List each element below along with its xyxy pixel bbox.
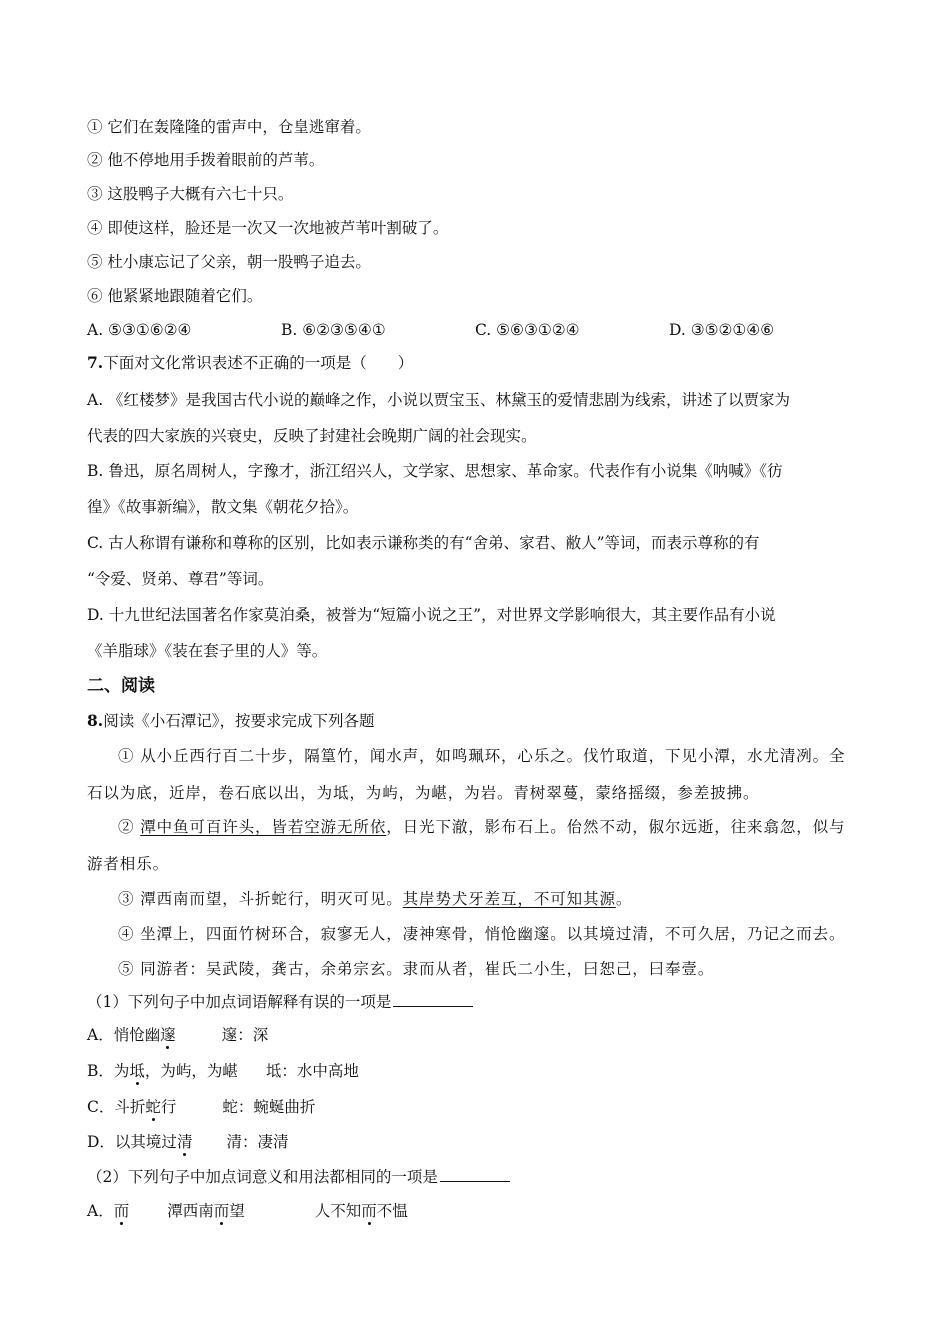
q8-sub1-option-c bbox=[87, 1096, 315, 1118]
passage-paragraph-2-line1 bbox=[118, 816, 845, 838]
dotted-word: 而 bbox=[213, 1202, 230, 1220]
q8-sub2-option-a bbox=[87, 1200, 408, 1222]
q6-option-d: D. ③⑤②①④⑥ bbox=[669, 321, 775, 339]
option-definition: 坻：水中高地 bbox=[265, 1062, 359, 1080]
passage-p2-underlined: 潭中鱼可百许头，皆若空游无所依 bbox=[140, 818, 387, 836]
dotted-word: 而 bbox=[113, 1202, 130, 1220]
option-sentence-2-rest: 不愠 bbox=[376, 1202, 408, 1220]
q8-stem bbox=[87, 710, 374, 732]
passage-p2-prefix: ② bbox=[118, 818, 141, 836]
q6-option-c: C. ⑤⑥③①②④ bbox=[475, 321, 580, 339]
dotted-word: 而 bbox=[361, 1202, 377, 1220]
option-text-rest: 行 bbox=[160, 1098, 177, 1116]
option-sentence-2: 人不知 bbox=[314, 1202, 362, 1220]
q8-sub1-stem-text: （1）下列句子中加点词语解释有误的一项是 bbox=[87, 993, 392, 1011]
option-definition: 清：凄清 bbox=[226, 1133, 289, 1151]
q8-sub1-option-a bbox=[87, 1024, 268, 1046]
passage-p3-rest: 。 bbox=[615, 890, 633, 908]
option-text: C．斗折 bbox=[87, 1098, 146, 1116]
q8-number: 8. bbox=[87, 711, 104, 730]
q7-option-a-line1: A. 《红楼梦》是我国古代小说的巅峰之作，小说以贾宝玉、林黛玉的爱情悲剧为线索，讲述了以贾家为 bbox=[87, 391, 791, 409]
q8-sub1-option-b bbox=[87, 1060, 359, 1082]
q7-option-d-line1: D. 十九世纪法国著名作家莫泊桑，被誉为“短篇小说之王”，对世界文学影响很大，其主要作品有小说 bbox=[87, 606, 776, 624]
q6-sentence-1: ① 它们在轰隆隆的雷声中，仓皇逃窜着。 bbox=[87, 118, 371, 136]
passage-p2-rest: ，日光下澈，影布石上。佁然不动，俶尔远逝，往来翕忽，似与 bbox=[386, 818, 846, 836]
option-definition: 邃：深 bbox=[221, 1026, 269, 1044]
q7-option-c-line2: “令爱、贤弟、尊君”等词。 bbox=[87, 570, 274, 588]
option-definition: 蛇：蜿蜒曲折 bbox=[222, 1098, 316, 1116]
dotted-word: 清 bbox=[176, 1133, 193, 1151]
q6-sentence-3: ③ 这股鸭子大概有六七十只。 bbox=[87, 185, 294, 203]
option-label: A． bbox=[87, 1202, 114, 1220]
q7-option-a-line2: 代表的四大家族的兴衰史，反映了封建社会晚期广阔的社会现实。 bbox=[87, 427, 537, 445]
q6-sentence-2: ② 他不停地用手拨着眼前的芦苇。 bbox=[87, 151, 325, 169]
option-sentence-1: 潭西南 bbox=[167, 1202, 214, 1220]
dotted-word: 蛇 bbox=[145, 1098, 161, 1116]
q8-sub1-stem bbox=[87, 991, 473, 1013]
passage-paragraph-2-line2: 游者相乐。 bbox=[87, 855, 170, 873]
option-text: A．悄怆幽 bbox=[87, 1026, 161, 1044]
q6-sentence-5: ⑤ 杜小康忘记了父亲，朝一股鸭子追去。 bbox=[87, 253, 371, 271]
dotted-word: 邃 bbox=[160, 1026, 176, 1044]
q7-option-b-line1: B. 鲁迅，原名周树人，字豫才，浙江绍兴人，文学家、思想家、革命家。代表作有小说集《呐喊》《彷 bbox=[87, 462, 783, 480]
q7-option-c-line1: C. 古人称谓有谦称和尊称的区别，比如表示谦称类的有“舍弟、家君、敝人”等词，而表示尊称的有 bbox=[87, 534, 760, 552]
answer-blank[interactable] bbox=[393, 992, 473, 1007]
passage-paragraph-1-line2: 石以为底，近岸，卷石底以出，为坻，为屿，为嵁，为岩。青树翠蔓，蒙络摇缀，参差披拂。 bbox=[87, 784, 760, 802]
passage-paragraph-1-line1: ① 从小丘西行百二十步，隔篁竹，闻水声，如鸣珮环，心乐之。伐竹取道，下见小潭，水尤清冽。全 bbox=[118, 747, 846, 765]
passage-paragraph-3 bbox=[118, 888, 632, 910]
option-text: D．以其境过 bbox=[87, 1133, 177, 1151]
q7-stem bbox=[87, 352, 413, 374]
q8-sub2-stem-text: （2）下列句子中加点词意义和用法都相同的一项是 bbox=[87, 1168, 438, 1186]
q6-sentence-6: ⑥ 他紧紧地跟随着它们。 bbox=[87, 287, 263, 305]
section-heading-reading: 二、阅读 bbox=[87, 676, 155, 696]
q7-option-d-line2: 《羊脂球》《装在套子里的人》等。 bbox=[87, 642, 328, 660]
option-sentence-1-rest: 望 bbox=[229, 1202, 245, 1220]
passage-paragraph-5: ⑤ 同游者：吴武陵，龚古，余弟宗玄。隶而从者，崔氏二小生，曰恕己，曰奉壹。 bbox=[118, 960, 715, 978]
passage-p3-prefix: ③ 潭西南而望，斗折蛇行，明灭可见。 bbox=[118, 890, 403, 908]
option-text-rest: ，为屿，为嵁 bbox=[144, 1062, 238, 1080]
q8-sub2-stem bbox=[87, 1166, 510, 1188]
q7-stem-text: 下面对文化常识表述不正确的一项是（ ） bbox=[103, 354, 414, 372]
dotted-word: 坻 bbox=[129, 1062, 145, 1080]
option-text: B．为 bbox=[87, 1062, 130, 1080]
q6-option-b: B. ⑥②③⑤④① bbox=[281, 321, 386, 339]
q6-option-a: A. ⑤③①⑥②④ bbox=[87, 321, 192, 339]
q8-stem-text: 阅读《小石潭记》，按要求完成下列各题 bbox=[103, 712, 375, 730]
passage-p3-underlined: 其岸势犬牙差互，不可知其源 bbox=[402, 890, 616, 908]
q7-number: 7. bbox=[87, 353, 104, 372]
q7-option-b-line2: 徨》《故事新编》，散文集《朝花夕拾》。 bbox=[87, 498, 359, 516]
q6-sentence-4: ④ 即使这样，脸还是一次又一次地被芦苇叶割破了。 bbox=[87, 219, 449, 237]
q8-sub1-option-d bbox=[87, 1131, 288, 1153]
passage-paragraph-4: ④ 坐潭上，四面竹树环合，寂寥无人，凄神寒骨，悄怆幽邃。以其境过清，不可久居，乃记之而去。 bbox=[118, 925, 846, 943]
answer-blank[interactable] bbox=[440, 1167, 510, 1182]
